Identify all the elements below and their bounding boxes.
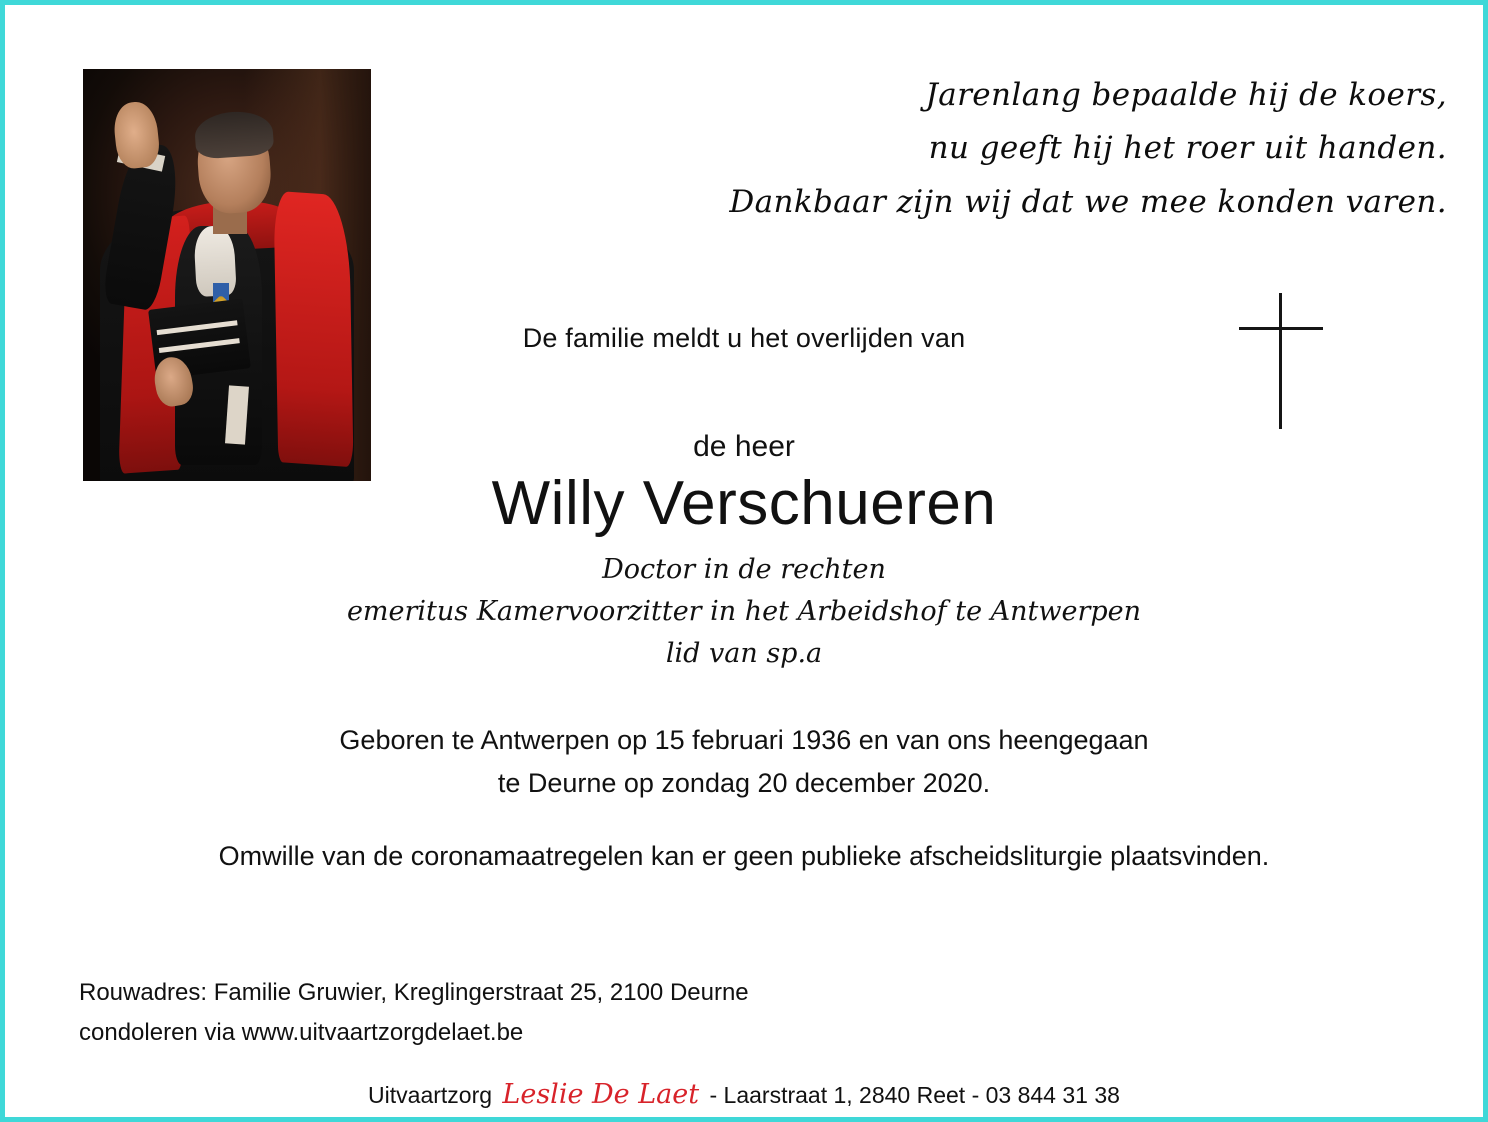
undertaker-contact: - Laarstraat 1, 2840 Reet - 03 844 31 38 (709, 1082, 1120, 1108)
announcement-block (11, 323, 1477, 872)
card-inner (11, 11, 1477, 1111)
memorial-verse (657, 69, 1447, 229)
deceased-name: Willy Verschueren (491, 469, 997, 538)
date-line-2: te Deurne op zondag 20 december 2020. (497, 767, 991, 798)
corona-notice: Omwille van de coronamaatregelen kan er geen publieke afscheidsliturgie plaatsvinden. (218, 840, 1270, 871)
verse-line-1: Jarenlang bepaalde hij de koers, (925, 77, 1447, 113)
condolence-link: condoleren via www.uitvaartzorgdelaet.be (79, 1018, 524, 1046)
date-line-1: Geboren te Antwerpen op 15 februari 1936 en van ons heengegaan (339, 724, 1149, 755)
mourning-address: Rouwadres: Familie Gruwier, Kreglingerstraat 25, 2100 Deurne (79, 979, 749, 1006)
announcement-intro: De familie meldt u het overlijden van (522, 323, 966, 353)
verse-line-2: nu geeft hij het roer uit handen. (928, 130, 1447, 167)
undertaker-brand: Leslie De Laet (502, 1079, 700, 1110)
title-line-1: Doctor in de rechten (602, 554, 886, 585)
title-line-3: lid van sp.a (665, 637, 823, 669)
title-line-2: emeritus Kamervoorzitter in het Arbeidshof te Antwerpen (346, 595, 1142, 627)
honorific: de heer (693, 430, 795, 463)
undertaker-prefix: Uitvaartzorg (368, 1082, 493, 1108)
mourning-address-block (79, 973, 749, 1052)
titles-block (11, 549, 1477, 675)
verse-line-3: Dankbaar zijn wij dat we mee konden varen. (729, 183, 1447, 220)
dates-block (11, 719, 1477, 805)
undertaker-footer (11, 1079, 1477, 1110)
